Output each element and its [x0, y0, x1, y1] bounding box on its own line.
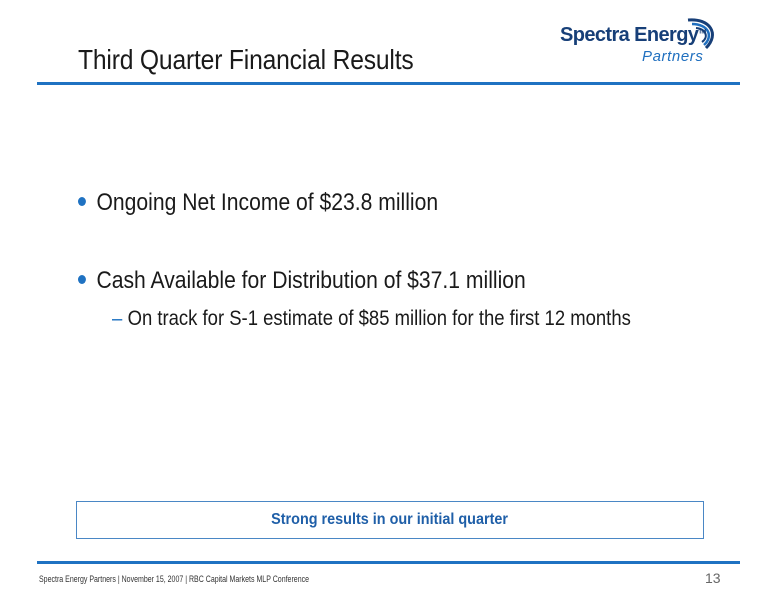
page-number: 13: [705, 570, 721, 586]
header-divider: [37, 82, 740, 85]
callout-box: [76, 501, 704, 539]
dash-icon: –: [112, 307, 123, 330]
bullet-item: Cash Available for Distribution of $37.1 million: [78, 267, 526, 295]
sub-bullet-item: – On track for S-1 estimate of $85 million for the first 12 months: [112, 307, 631, 330]
slide-title: Third Quarter Financial Results: [78, 44, 414, 75]
bullet-item: Ongoing Net Income of $23.8 million: [78, 189, 438, 217]
bullet-dot-icon: [78, 197, 86, 206]
logo-subtitle: Partners: [642, 48, 704, 65]
logo-wordmark: Spectra Energy™: [560, 24, 706, 46]
callout-text: Strong results in our initial quarter: [271, 511, 509, 528]
footer-divider: [37, 561, 740, 564]
spectra-energy-partners-logo: [554, 12, 722, 70]
bullet-dot-icon: [78, 275, 86, 284]
footer-text: Spectra Energy Partners | November 15, 2007 | RBC Capital Markets MLP Conference: [39, 574, 310, 584]
